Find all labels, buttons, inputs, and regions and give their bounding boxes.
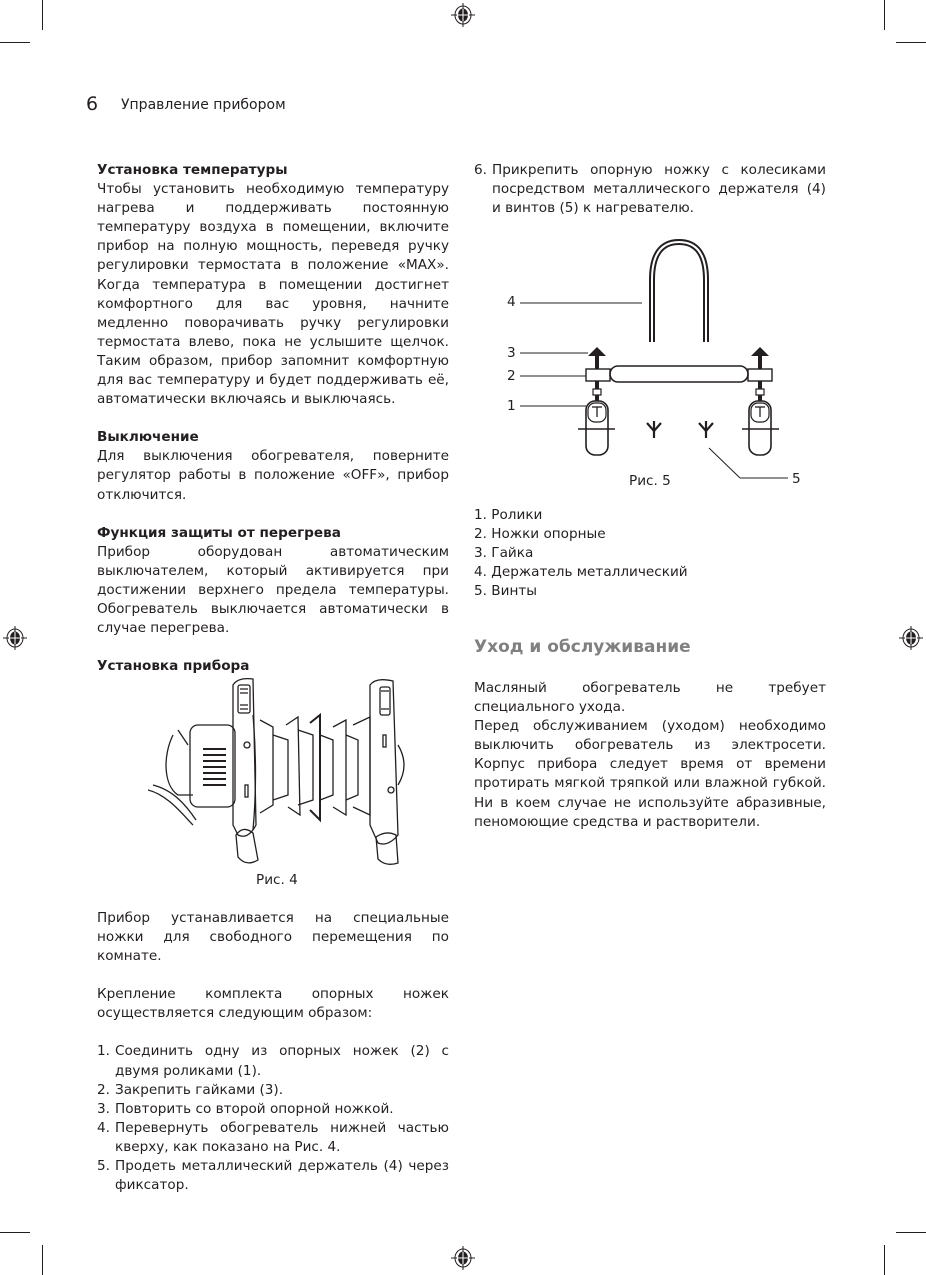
figure-4-heater-illustration: [148, 675, 428, 865]
heading-overheat: Функция защиты от перегрева: [97, 524, 341, 541]
crop-mark-bottom-left-v: [42, 1245, 43, 1275]
figure-5-feet-assembly-diagram: [490, 235, 820, 500]
crop-mark-bottom-left-h: [0, 1232, 30, 1233]
legend-item: 5. Винты: [474, 583, 537, 600]
list-item: 3. Повторить со второй опорной ножкой.: [97, 1100, 394, 1117]
registration-mark-icon: [451, 1246, 475, 1270]
figure-5-label-4: 4: [507, 294, 516, 310]
heading-installation: Установка прибора: [97, 658, 250, 675]
crop-mark-top-left-v: [42, 0, 43, 30]
paragraph-installation-intro2: Крепление комплекта опорных ножек осуществляется следующим образом:: [97, 986, 449, 1022]
crop-mark-top-right-h: [896, 42, 926, 43]
left-column-lower: [97, 909, 449, 1195]
heading-temp-setting: Установка температуры: [97, 162, 288, 178]
crop-mark-bottom-right-h: [896, 1232, 926, 1233]
list-item: 6. Прикрепить опорную ножку с колесиками посредством металлического держателя (4) и винтов (5) к нагревателю.: [474, 162, 826, 217]
figure-5-label-3: 3: [507, 345, 516, 361]
figure-4-caption: Рис. 4: [256, 872, 298, 888]
list-item: 5. Продеть металлический держатель (4) через фиксатор.: [97, 1158, 449, 1194]
registration-mark-icon: [3, 626, 27, 650]
paragraph-care-2: Перед обслуживанием (уходом) необходимо выключить обогреватель из электросети. Корпус прибора следует время от времени протирать мягкой тряпкой или влажной губкой. Ни в коем случае не используйте абразивные, пеномоющие средства и растворители.: [474, 718, 826, 830]
paragraph-installation-intro: Прибор устанавливается на специальные ножки для свободного перемещения по комнате.: [97, 910, 449, 965]
list-item: 4. Перевернуть обогреватель нижней частью кверху, как показано на Рис. 4.: [97, 1119, 449, 1155]
legend-item: 2. Ножки опорные: [474, 526, 606, 543]
registration-mark-icon: [451, 3, 475, 27]
list-item: 1. Соединить одну из опорных ножек (2) с двумя роликами (1).: [97, 1043, 449, 1079]
legend-item: 3. Гайка: [474, 545, 534, 562]
list-item: 2. Закрепить гайками (3).: [97, 1081, 284, 1098]
figure-5-label-5: 5: [792, 471, 801, 487]
heading-shutdown: Выключение: [97, 429, 199, 446]
crop-mark-bottom-right-v: [884, 1245, 885, 1275]
crop-mark-top-right-v: [884, 0, 885, 30]
paragraph-care-1: Масляный обогреватель не требует специального ухода.: [474, 680, 826, 716]
legend-item: 1. Ролики: [474, 507, 543, 523]
figure-5-legend: [474, 506, 688, 601]
left-column-upper: [97, 161, 449, 676]
right-column-care: [474, 679, 826, 832]
running-header-title: Управление прибором: [121, 97, 286, 113]
figure-5-label-2: 2: [507, 368, 516, 384]
legend-item: 4. Держатель металлический: [474, 564, 688, 581]
page-number: 6: [86, 93, 99, 115]
right-column-step6: [474, 161, 826, 218]
paragraph-overheat: Прибор оборудован автоматическим выключателем, который активируется при достижении верхнего предела температуры. Обогреватель выключается автоматически в случае перегрева.: [97, 543, 449, 637]
heading-care: Уход и обслуживание: [474, 637, 691, 657]
figure-5-caption: Рис. 5: [629, 473, 671, 489]
installation-steps-list: [97, 1042, 449, 1195]
paragraph-shutdown: Для выключения обогревателя, поверните регулятор работы в положение «OFF», прибор отключится.: [97, 448, 449, 503]
figure-5-label-1: 1: [507, 398, 516, 414]
paragraph-temp-setting: Чтобы установить необходимую температуру нагрева и поддерживать постоянную температуру воздуха в помещении, включите прибор на полную мощность, переведя ручку регулировки термостата в положение «MAX». Когда температура в помещении достигнет комфортного для вас уровня, начните медленно поворачивать ручку регулировки термостата влево, пока не услышите щелчок. Таким образом, прибор запомнит комфортную для вас температуру и будет поддерживать её, автоматически включаясь и выключаясь.: [97, 181, 449, 408]
registration-mark-icon: [899, 626, 923, 650]
crop-mark-top-left-h: [0, 42, 30, 43]
